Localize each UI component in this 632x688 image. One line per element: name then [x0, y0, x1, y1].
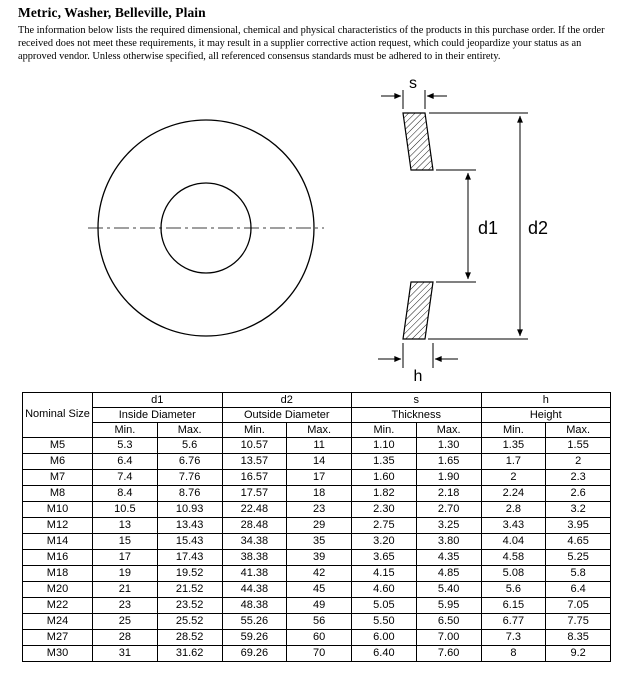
cell-s-min: 2.30 [352, 502, 417, 518]
cell-d1-max: 6.76 [157, 454, 222, 470]
cell-s-min: 6.00 [352, 630, 417, 646]
cell-s-max: 1.30 [416, 438, 481, 454]
cell-h-min: 1.7 [481, 454, 546, 470]
cell-d2-max: 39 [287, 550, 352, 566]
cell-d1-max: 19.52 [157, 566, 222, 582]
cell-s-max: 7.00 [416, 630, 481, 646]
cell-d1-max: 17.43 [157, 550, 222, 566]
cell-d1-min: 31 [93, 646, 158, 662]
cell-nominal-size: M7 [23, 470, 93, 486]
cell-s-max: 3.25 [416, 518, 481, 534]
col-header-d1: d1 [93, 393, 223, 408]
col-header-min: Min. [352, 423, 417, 438]
cell-h-min: 2.24 [481, 486, 546, 502]
cell-d2-min: 48.38 [222, 598, 287, 614]
cell-nominal-size: M16 [23, 550, 93, 566]
cell-d1-min: 5.3 [93, 438, 158, 454]
cell-d1-min: 13 [93, 518, 158, 534]
cell-d1-min: 28 [93, 630, 158, 646]
table-row [23, 518, 611, 534]
cell-s-max: 4.85 [416, 566, 481, 582]
cell-s-min: 5.05 [352, 598, 417, 614]
col-header-d2: d2 [222, 393, 352, 408]
cell-d1-max: 23.52 [157, 598, 222, 614]
washer-drawing [0, 76, 632, 388]
table-row [23, 502, 611, 518]
cell-d2-min: 69.26 [222, 646, 287, 662]
cell-h-min: 4.58 [481, 550, 546, 566]
cell-nominal-size: M10 [23, 502, 93, 518]
dimension-d2-label: d2 [528, 218, 549, 238]
washer-section-view [403, 113, 433, 339]
cell-h-max: 1.55 [546, 438, 611, 454]
cell-h-max: 6.4 [546, 582, 611, 598]
cell-d1-min: 6.4 [93, 454, 158, 470]
cell-nominal-size: M30 [23, 646, 93, 662]
cell-nominal-size: M6 [23, 454, 93, 470]
cell-s-min: 3.20 [352, 534, 417, 550]
cell-d2-max: 56 [287, 614, 352, 630]
cell-d1-max: 25.52 [157, 614, 222, 630]
table-row [23, 630, 611, 646]
cell-s-min: 4.15 [352, 566, 417, 582]
page-title: Metric, Washer, Belleville, Plain [18, 5, 206, 20]
cell-d2-min: 16.57 [222, 470, 287, 486]
cell-h-min: 1.35 [481, 438, 546, 454]
cell-nominal-size: M24 [23, 614, 93, 630]
cell-d1-max: 28.52 [157, 630, 222, 646]
cell-d2-max: 23 [287, 502, 352, 518]
cell-s-max: 6.50 [416, 614, 481, 630]
cell-h-max: 5.25 [546, 550, 611, 566]
cell-d2-min: 22.48 [222, 502, 287, 518]
intro-text: The information below lists the required dimensional, chemical and physical characteristics of the products in this purchase order. If the order received does not meet these requirements, it may result in a supplier corrective action request, which could jeopardize your status as an approved vendor. Unless otherwise specified, all referenced consensus standards must be adhered to in their entirety. [18, 25, 605, 63]
cell-d1-min: 21 [93, 582, 158, 598]
cell-nominal-size: M5 [23, 438, 93, 454]
cell-h-min: 6.15 [481, 598, 546, 614]
cell-s-max: 2.70 [416, 502, 481, 518]
cell-d2-min: 13.57 [222, 454, 287, 470]
table-row [23, 486, 611, 502]
dimension-d1 [436, 170, 476, 282]
washer-front-view [88, 120, 324, 336]
col-header-inside-diameter: Inside Diameter [93, 408, 223, 423]
cell-s-min: 2.75 [352, 518, 417, 534]
cell-h-max: 2 [546, 454, 611, 470]
cell-nominal-size: M22 [23, 598, 93, 614]
col-header-max: Max. [157, 423, 222, 438]
cell-d2-min: 41.38 [222, 566, 287, 582]
cell-d2-max: 45 [287, 582, 352, 598]
cell-h-min: 7.3 [481, 630, 546, 646]
cell-s-min: 6.40 [352, 646, 417, 662]
table-row [23, 550, 611, 566]
cell-s-min: 5.50 [352, 614, 417, 630]
table-row [23, 470, 611, 486]
cell-d1-min: 25 [93, 614, 158, 630]
col-header-outside-diameter: Outside Diameter [222, 408, 352, 423]
cell-d2-max: 70 [287, 646, 352, 662]
cell-d2-max: 49 [287, 598, 352, 614]
section-bottom-piece [403, 282, 433, 339]
cell-s-max: 4.35 [416, 550, 481, 566]
dimension-s [381, 90, 447, 109]
table-row [23, 566, 611, 582]
cell-s-min: 1.35 [352, 454, 417, 470]
cell-h-max: 5.8 [546, 566, 611, 582]
col-header-max: Max. [546, 423, 611, 438]
cell-s-min: 1.10 [352, 438, 417, 454]
cell-d2-min: 59.26 [222, 630, 287, 646]
cell-d1-min: 15 [93, 534, 158, 550]
col-header-h: h [481, 393, 611, 408]
col-header-thickness: Thickness [352, 408, 482, 423]
col-header-s: s [352, 393, 482, 408]
cell-h-max: 7.75 [546, 614, 611, 630]
col-header-max: Max. [287, 423, 352, 438]
cell-nominal-size: M14 [23, 534, 93, 550]
cell-d1-min: 17 [93, 550, 158, 566]
cell-h-min: 2.8 [481, 502, 546, 518]
cell-d1-min: 7.4 [93, 470, 158, 486]
cell-h-max: 2.6 [546, 486, 611, 502]
table-row [23, 646, 611, 662]
cell-s-max: 2.18 [416, 486, 481, 502]
cell-d1-max: 5.6 [157, 438, 222, 454]
cell-d1-min: 8.4 [93, 486, 158, 502]
cell-h-max: 3.2 [546, 502, 611, 518]
table-row [23, 534, 611, 550]
col-header-height: Height [481, 408, 611, 423]
cell-h-max: 7.05 [546, 598, 611, 614]
cell-s-min: 3.65 [352, 550, 417, 566]
cell-d1-min: 23 [93, 598, 158, 614]
table-row [23, 614, 611, 630]
cell-d2-min: 55.26 [222, 614, 287, 630]
col-header-min: Min. [222, 423, 287, 438]
cell-d2-min: 17.57 [222, 486, 287, 502]
cell-d2-min: 10.57 [222, 438, 287, 454]
cell-s-max: 5.40 [416, 582, 481, 598]
cell-d1-max: 10.93 [157, 502, 222, 518]
col-header-min: Min. [481, 423, 546, 438]
cell-d2-min: 44.38 [222, 582, 287, 598]
cell-s-max: 5.95 [416, 598, 481, 614]
section-top-piece [403, 113, 433, 170]
table-row [23, 454, 611, 470]
cell-d2-max: 29 [287, 518, 352, 534]
cell-h-min: 6.77 [481, 614, 546, 630]
cell-d1-max: 13.43 [157, 518, 222, 534]
cell-s-max: 1.65 [416, 454, 481, 470]
table-row [23, 598, 611, 614]
cell-d2-max: 60 [287, 630, 352, 646]
cell-h-min: 5.08 [481, 566, 546, 582]
cell-s-min: 1.82 [352, 486, 417, 502]
dimension-s-label: s [409, 76, 417, 92]
dimension-h [378, 343, 458, 368]
cell-d2-min: 34.38 [222, 534, 287, 550]
spec-table [22, 392, 611, 662]
col-header-min: Min. [93, 423, 158, 438]
spec-table-body [23, 438, 611, 662]
cell-s-max: 1.90 [416, 470, 481, 486]
cell-h-min: 4.04 [481, 534, 546, 550]
cell-d2-max: 42 [287, 566, 352, 582]
cell-d2-min: 38.38 [222, 550, 287, 566]
cell-d1-min: 19 [93, 566, 158, 582]
table-row [23, 438, 611, 454]
cell-s-max: 3.80 [416, 534, 481, 550]
cell-h-min: 8 [481, 646, 546, 662]
cell-d2-min: 28.48 [222, 518, 287, 534]
cell-s-max: 7.60 [416, 646, 481, 662]
col-header-max: Max. [416, 423, 481, 438]
cell-d2-max: 11 [287, 438, 352, 454]
cell-d1-max: 15.43 [157, 534, 222, 550]
cell-d1-min: 10.5 [93, 502, 158, 518]
cell-nominal-size: M27 [23, 630, 93, 646]
cell-d1-max: 7.76 [157, 470, 222, 486]
cell-d2-max: 18 [287, 486, 352, 502]
dimension-h-label: h [413, 368, 423, 385]
cell-s-min: 1.60 [352, 470, 417, 486]
cell-nominal-size: M20 [23, 582, 93, 598]
cell-h-min: 2 [481, 470, 546, 486]
cell-d1-max: 8.76 [157, 486, 222, 502]
cell-h-min: 5.6 [481, 582, 546, 598]
cell-h-max: 4.65 [546, 534, 611, 550]
cell-h-max: 2.3 [546, 470, 611, 486]
col-header-nominal-size: Nominal Size [23, 393, 93, 438]
cell-h-max: 9.2 [546, 646, 611, 662]
cell-h-min: 3.43 [481, 518, 546, 534]
cell-d2-max: 14 [287, 454, 352, 470]
cell-d1-max: 21.52 [157, 582, 222, 598]
cell-d2-max: 35 [287, 534, 352, 550]
spec-table-header [23, 393, 611, 438]
cell-d2-max: 17 [287, 470, 352, 486]
table-row [23, 582, 611, 598]
cell-d1-max: 31.62 [157, 646, 222, 662]
cell-nominal-size: M18 [23, 566, 93, 582]
cell-s-min: 4.60 [352, 582, 417, 598]
dimension-d1-label: d1 [478, 218, 499, 238]
cell-nominal-size: M8 [23, 486, 93, 502]
cell-h-max: 8.35 [546, 630, 611, 646]
cell-nominal-size: M12 [23, 518, 93, 534]
cell-h-max: 3.95 [546, 518, 611, 534]
